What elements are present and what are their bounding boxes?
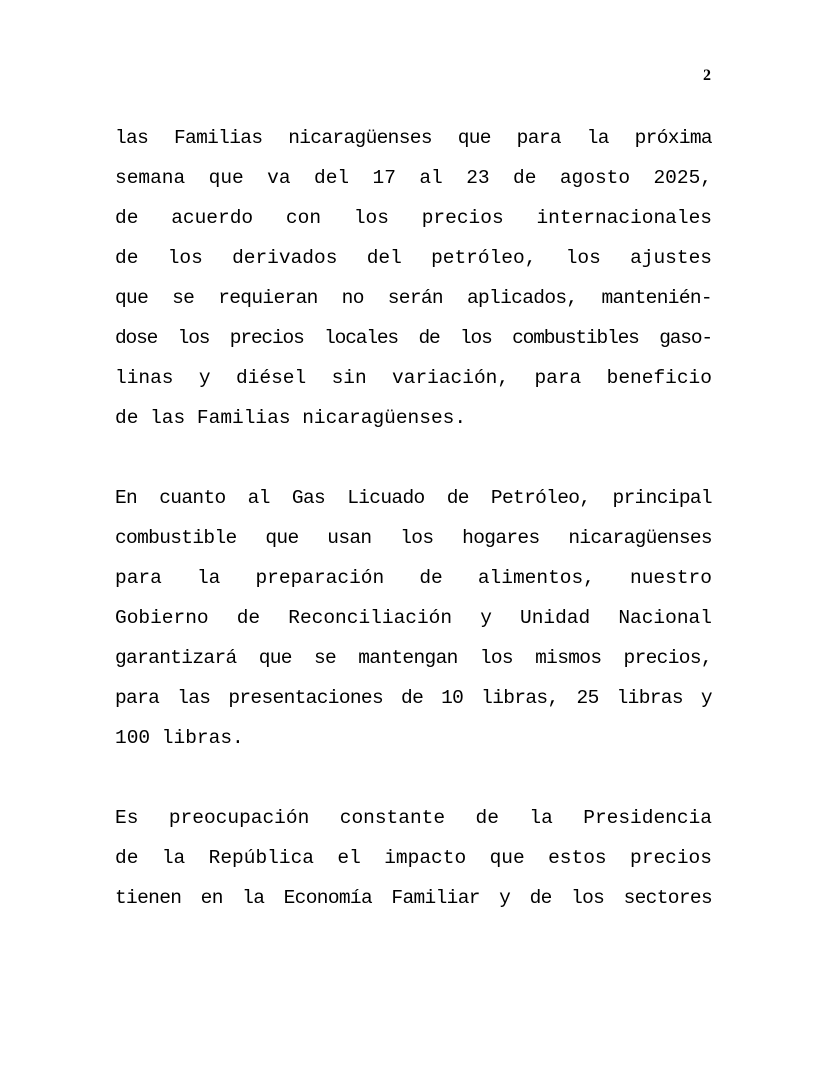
word: Nacional (618, 607, 712, 629)
word: alimentos, (477, 567, 595, 589)
word: dose (115, 327, 158, 349)
word: que (489, 847, 525, 869)
word: impacto (384, 847, 467, 869)
text-line (115, 798, 712, 838)
text-line (115, 638, 712, 678)
word: al (419, 167, 443, 189)
word: con (285, 207, 322, 229)
word: preocupación (168, 807, 310, 829)
word: diésel (235, 367, 307, 389)
paragraph (115, 118, 712, 438)
word: semana (115, 167, 186, 189)
word: Petróleo, (490, 487, 591, 509)
word: Presidencia (583, 807, 712, 829)
word: libras (616, 687, 683, 709)
word: República (208, 847, 314, 869)
word: de (115, 847, 139, 869)
text-line: 100 libras. (115, 727, 244, 749)
word: aplicados, (466, 287, 578, 309)
word: 10 (441, 687, 464, 709)
word: precios (630, 847, 712, 869)
word: que (208, 167, 244, 189)
word: acuerdo (171, 207, 254, 229)
text-line (115, 838, 712, 878)
word: internacionales (536, 207, 712, 229)
word: los (571, 887, 605, 909)
word: locales (324, 327, 398, 349)
word: variación, (392, 367, 510, 389)
word: libras, (481, 687, 559, 709)
word: las (115, 127, 149, 149)
word: gaso- (659, 327, 712, 349)
word: y (499, 887, 511, 909)
word: de (446, 487, 469, 509)
word: Gas (291, 487, 326, 509)
word: precios (229, 327, 304, 349)
word: que (258, 647, 292, 669)
text-line (115, 598, 712, 638)
word: sin (331, 367, 367, 389)
word: para (115, 567, 162, 589)
word: la (529, 807, 553, 829)
word: de (529, 887, 552, 909)
word: Licuado (347, 487, 425, 509)
word: la (196, 567, 221, 589)
word: nicaragüenses (568, 527, 712, 549)
word: Gobierno (115, 607, 209, 629)
word: y (700, 687, 712, 709)
page-number: 2 (703, 67, 711, 84)
word: hogares (462, 527, 540, 549)
word: de (475, 807, 499, 829)
word: 23 (466, 167, 490, 189)
word: del (314, 167, 350, 189)
word: usan (327, 527, 372, 549)
word: que (265, 527, 299, 549)
text-line (115, 318, 712, 358)
text-line: de las Familias nicaragüenses. (115, 407, 467, 429)
word: precios, (623, 647, 712, 669)
document-body (115, 118, 712, 918)
text-line (115, 198, 712, 238)
word: nicaragüenses (288, 127, 432, 149)
text-line (115, 878, 712, 918)
word: del (366, 247, 402, 269)
text-line (115, 118, 712, 158)
word: de (513, 167, 537, 189)
word: preparación (255, 567, 385, 589)
word: que (457, 127, 491, 149)
word: la (161, 847, 186, 869)
word: tienen (115, 887, 182, 909)
text-line (115, 518, 712, 558)
paragraph (115, 798, 712, 918)
word: para (534, 367, 582, 389)
word: los (565, 247, 601, 269)
word: Economía (283, 887, 373, 909)
word: no (341, 287, 364, 309)
word: de (401, 687, 424, 709)
word: cuanto (159, 487, 226, 509)
word: constante (339, 807, 446, 829)
word: de (419, 567, 443, 589)
word: sectores (623, 887, 712, 909)
word: nuestro (630, 567, 712, 589)
word: que (115, 287, 149, 309)
word: la (242, 887, 265, 909)
text-line (115, 278, 712, 318)
word: combustible (115, 527, 237, 549)
word: al (247, 487, 270, 509)
word: los (353, 207, 389, 229)
word: y (480, 607, 492, 629)
word: de (115, 247, 139, 269)
text-line (115, 238, 712, 278)
word: se (313, 647, 337, 669)
word: derivados (232, 247, 338, 269)
word: mantengan (358, 647, 458, 669)
word: los (479, 647, 513, 669)
word: en (200, 887, 223, 909)
word: Reconciliación (288, 607, 453, 629)
word: las (177, 687, 211, 709)
text-line (115, 158, 712, 198)
word: los (167, 247, 203, 269)
word: ajustes (630, 247, 712, 269)
word: 2025, (653, 167, 712, 189)
word: Unidad (520, 607, 591, 629)
word: principal (612, 487, 712, 509)
word: la (586, 127, 609, 149)
word: los (460, 327, 492, 349)
word: mantenién- (601, 287, 712, 309)
word: presentaciones (228, 687, 384, 709)
paragraph (115, 478, 712, 758)
word: petróleo, (431, 247, 537, 269)
word: garantizará (115, 647, 237, 669)
word: estos (548, 847, 607, 869)
word: En (115, 487, 138, 509)
word: agosto (559, 167, 631, 189)
word: 25 (576, 687, 599, 709)
word: próxima (634, 127, 712, 149)
word: de (236, 607, 261, 629)
word: precios (421, 207, 504, 229)
text-line (115, 678, 712, 718)
word: los (400, 527, 434, 549)
word: para (516, 127, 561, 149)
word: beneficio (606, 367, 712, 389)
word: se (172, 287, 195, 309)
word: combustibles (512, 327, 639, 349)
word: de (115, 207, 139, 229)
word: 17 (372, 167, 396, 189)
word: los (177, 327, 210, 349)
text-line (115, 358, 712, 398)
word: linas (115, 367, 174, 389)
word: va (267, 167, 291, 189)
word: serán (387, 287, 443, 309)
word: Familias (173, 127, 263, 149)
word: y (198, 367, 211, 389)
word: para (115, 687, 160, 709)
word: Es (115, 807, 139, 829)
word: el (337, 847, 361, 869)
text-line (115, 478, 712, 518)
word: mismos (535, 647, 602, 669)
text-line (115, 558, 712, 598)
word: requieran (218, 287, 318, 309)
word: de (418, 327, 440, 349)
word: Familiar (391, 887, 480, 909)
